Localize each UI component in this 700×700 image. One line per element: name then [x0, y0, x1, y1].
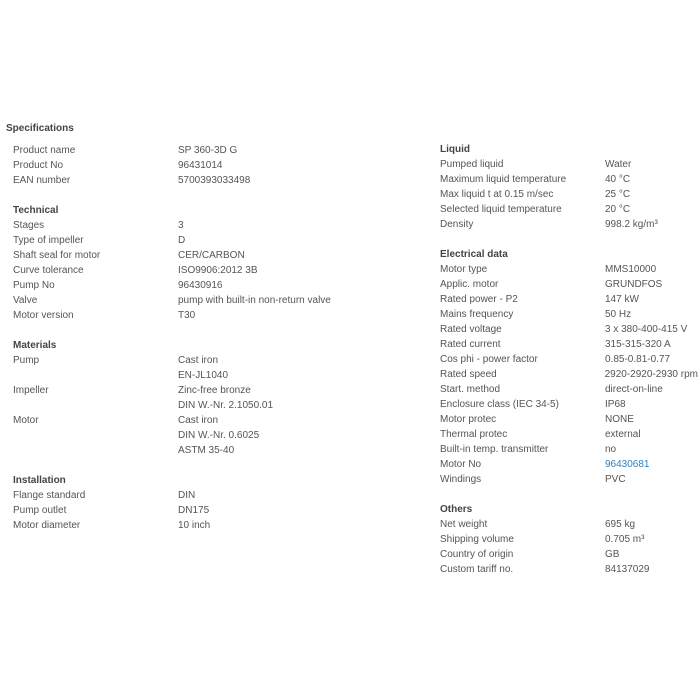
spec-value-line: 20 °C	[605, 204, 631, 215]
spec-value	[605, 367, 698, 382]
materials-section	[13, 338, 413, 458]
others-section-title: Others	[440, 504, 473, 515]
spec-value	[605, 277, 662, 292]
spec-value-line: 2920-2920-2930 rpm	[604, 369, 698, 380]
electrical-section	[440, 247, 698, 487]
spec-row-motor-type	[440, 262, 698, 277]
spec-value	[605, 157, 631, 172]
spec-value	[605, 292, 639, 307]
spec-value-line: Water	[605, 159, 632, 170]
spec-value	[605, 532, 644, 547]
spec-value-line: DIN	[178, 490, 196, 501]
spec-value	[605, 337, 671, 352]
spec-label: Built-in temp. transmitter	[440, 444, 549, 455]
spec-label: Curve tolerance	[13, 265, 84, 276]
spec-value	[605, 217, 658, 232]
spec-label: Product No	[13, 160, 64, 171]
spec-row-motor-diameter	[13, 518, 413, 533]
spec-value-line: ISO9906:2012 3B	[178, 265, 258, 276]
spec-label: Pump No	[13, 280, 55, 291]
spec-label: Pumped liquid	[440, 159, 504, 170]
spec-row-motor-version	[13, 308, 413, 323]
spacer	[440, 487, 698, 502]
spec-value	[178, 383, 273, 413]
spec-value-line: 96431014	[178, 160, 223, 171]
spec-row-pump-no	[13, 278, 413, 293]
materials-section-title: Materials	[13, 340, 57, 351]
spec-value-line: 3	[178, 220, 184, 231]
spec-value	[178, 518, 210, 533]
spec-value	[605, 202, 630, 217]
spec-value	[605, 427, 641, 442]
technical-section	[13, 203, 413, 323]
spec-label: Applic. motor	[440, 279, 499, 290]
spec-label: Start. method	[440, 384, 501, 395]
spec-value-line: 40 °C	[605, 174, 631, 185]
spec-value	[605, 382, 663, 397]
spec-row-custom-tariff-no	[440, 562, 698, 577]
spec-row-mains-frequency	[440, 307, 698, 322]
spec-label: Net weight	[440, 519, 488, 530]
spec-row-pumped-liquid	[440, 157, 698, 172]
others-section	[440, 502, 698, 577]
spec-row-stages	[13, 218, 413, 233]
spec-value-line: Cast iron	[178, 415, 219, 426]
spec-value-line: direct-on-line	[605, 384, 663, 395]
spec-value	[178, 413, 259, 458]
spec-value	[178, 278, 223, 293]
spec-label: Rated current	[440, 339, 501, 350]
spec-value-line: GB	[605, 549, 620, 560]
left-column	[13, 143, 413, 533]
spec-row-max-liquid-t-at-0-15-m-sec	[440, 187, 698, 202]
technical-section-title: Technical	[13, 205, 59, 216]
spec-value-line: 998.2 kg/m³	[605, 219, 658, 230]
spec-value-line: ASTM 35-40	[178, 445, 235, 456]
spacer	[440, 232, 698, 247]
spec-value	[605, 517, 635, 532]
spec-value	[178, 293, 331, 308]
spec-row-thermal-protec	[440, 427, 698, 442]
spec-label: Rated speed	[440, 369, 497, 380]
spec-label: Product name	[13, 145, 76, 156]
spec-row-shaft-seal-for-motor	[13, 248, 413, 263]
spec-value-line: D	[178, 235, 186, 246]
spec-value-line: 96430916	[178, 280, 223, 291]
spec-value-link[interactable]: 96430681	[605, 459, 650, 470]
spec-row-windings	[440, 472, 698, 487]
spec-row-product-no	[13, 158, 413, 173]
spec-value-line: IP68	[605, 399, 626, 410]
spec-value-line: NONE	[605, 414, 634, 425]
spacer	[13, 188, 413, 203]
spec-label: Stages	[13, 220, 45, 231]
spec-value	[178, 143, 237, 158]
spec-label: Enclosure class (IEC 34-5)	[440, 399, 559, 410]
spec-label: Pump	[13, 355, 40, 366]
spec-value	[178, 488, 195, 503]
spec-label: Type of impeller	[13, 235, 84, 246]
spec-value-line: 315-315-320 A	[605, 339, 671, 350]
spec-value-line: EN-JL1040	[178, 370, 229, 381]
spec-row-built-in-temp-transmitter	[440, 442, 698, 457]
spec-value-line: 0.705 m³	[605, 534, 645, 545]
spec-value	[178, 218, 184, 233]
spec-value	[605, 307, 631, 322]
spec-value	[605, 457, 650, 472]
spec-value	[605, 397, 626, 412]
spec-label: Motor diameter	[13, 520, 81, 531]
spec-row-rated-speed	[440, 367, 698, 382]
spec-value-line: SP 360-3D G	[178, 145, 238, 156]
spec-row-rated-current	[440, 337, 698, 352]
spec-row-maximum-liquid-temperature	[440, 172, 698, 187]
spec-row-pump-outlet	[13, 503, 413, 518]
page-title: Specifications	[6, 123, 74, 134]
spec-row-product-name	[13, 143, 413, 158]
spec-value-line: 5700393033498	[178, 175, 251, 186]
spec-label: Shaft seal for motor	[13, 250, 101, 261]
spec-label: Motor protec	[440, 414, 497, 425]
spec-value	[178, 503, 209, 518]
spec-row-motor-no	[440, 457, 698, 472]
spec-row-curve-tolerance	[13, 263, 413, 278]
spec-label: Country of origin	[440, 549, 514, 560]
spec-value	[178, 263, 258, 278]
spec-label: Impeller	[13, 385, 49, 396]
spec-row-type-of-impeller	[13, 233, 413, 248]
electrical-section-title: Electrical data	[440, 249, 508, 260]
right-column	[440, 142, 698, 577]
spec-row-rated-power-p2	[440, 292, 698, 307]
spec-value	[178, 308, 195, 323]
spec-value-line: MMS10000	[605, 264, 657, 275]
spec-value-line: 695 kg	[605, 519, 636, 530]
spec-value-line: 84137029	[605, 564, 650, 575]
spec-row-selected-liquid-temperature	[440, 202, 698, 217]
spec-value-line: 3 x 380-400-415 V	[605, 324, 688, 335]
spec-value-line: 10 inch	[178, 520, 211, 531]
spec-row-net-weight	[440, 517, 698, 532]
spec-value-line: 0.85-0.81-0.77	[605, 354, 671, 365]
spec-row-density	[440, 217, 698, 232]
spec-label: Valve	[13, 295, 38, 306]
spec-value	[605, 547, 619, 562]
installation-section	[13, 473, 413, 533]
liquid-section-title: Liquid	[440, 144, 470, 155]
spec-value	[178, 353, 228, 383]
spec-value	[605, 352, 670, 367]
spec-label: Pump outlet	[13, 505, 67, 516]
spec-value-line: DIN W.-Nr. 2.1050.01	[178, 400, 274, 411]
spec-label: Motor No	[440, 459, 482, 470]
spec-row-rated-voltage	[440, 322, 698, 337]
spec-value-line: 147 kW	[605, 294, 639, 305]
spec-label: Selected liquid temperature	[440, 204, 562, 215]
spec-value	[178, 158, 223, 173]
spec-row-applic-motor	[440, 277, 698, 292]
spacer	[13, 323, 413, 338]
spec-value-line: Cast iron	[178, 355, 219, 366]
installation-section-title: Installation	[13, 475, 66, 486]
spec-value	[605, 412, 634, 427]
spec-label: Custom tariff no.	[440, 564, 514, 575]
spec-value-line: DIN W.-Nr. 0.6025	[178, 430, 260, 441]
spec-value	[605, 442, 616, 457]
spec-label: Thermal protec	[440, 429, 508, 440]
spec-row-cos-phi-power-factor	[440, 352, 698, 367]
spec-value-line: T30	[178, 310, 196, 321]
spec-row-valve	[13, 293, 413, 308]
spec-row-shipping-volume	[440, 532, 698, 547]
spec-value-line: Zinc-free bronze	[178, 385, 251, 396]
spec-value	[178, 233, 185, 248]
spec-label: Motor	[13, 415, 39, 426]
spec-label: Maximum liquid temperature	[440, 174, 567, 185]
spec-label: Rated voltage	[440, 324, 502, 335]
liquid-section	[440, 142, 698, 232]
spec-value	[605, 562, 650, 577]
spec-label: Shipping volume	[440, 534, 514, 545]
spec-value-line: pump with built-in non-return valve	[178, 295, 331, 306]
spec-value-line: 50 Hz	[605, 309, 632, 320]
spacer	[13, 458, 413, 473]
spec-label: Rated power - P2	[440, 294, 518, 305]
spec-row-ean-number	[13, 173, 413, 188]
spec-value-line: CER/CARBON	[178, 250, 245, 261]
spec-row-pump	[13, 353, 413, 383]
spec-value	[605, 472, 626, 487]
spec-value	[605, 187, 630, 202]
spec-value	[605, 172, 630, 187]
spec-label: Max liquid t at 0.15 m/sec	[440, 189, 554, 200]
spec-value-line: PVC	[605, 474, 626, 485]
spec-value	[605, 262, 656, 277]
spec-value	[605, 322, 687, 337]
spec-label: Windings	[440, 474, 482, 485]
spec-row-impeller	[13, 383, 413, 413]
spec-value-line: 25 °C	[605, 189, 631, 200]
spec-row-start-method	[440, 382, 698, 397]
spec-label: EAN number	[13, 175, 71, 186]
spec-row-country-of-origin	[440, 547, 698, 562]
spec-row-flange-standard	[13, 488, 413, 503]
spec-value-line: external	[605, 429, 641, 440]
spec-value	[178, 173, 250, 188]
spec-label: Motor version	[13, 310, 74, 321]
spec-label: Mains frequency	[440, 309, 514, 320]
spec-value-line: no	[605, 444, 617, 455]
general-section	[13, 143, 413, 188]
spec-row-motor-protec	[440, 412, 698, 427]
spec-row-motor	[13, 413, 413, 458]
spec-value-line: GRUNDFOS	[605, 279, 663, 290]
spec-label: Flange standard	[13, 490, 86, 501]
spec-label: Motor type	[440, 264, 488, 275]
spec-label: Cos phi - power factor	[440, 354, 538, 365]
spec-row-enclosure-class-iec-34-5	[440, 397, 698, 412]
spec-value	[178, 248, 245, 263]
spec-label: Density	[440, 219, 474, 230]
spec-value-line: DN175	[178, 505, 210, 516]
